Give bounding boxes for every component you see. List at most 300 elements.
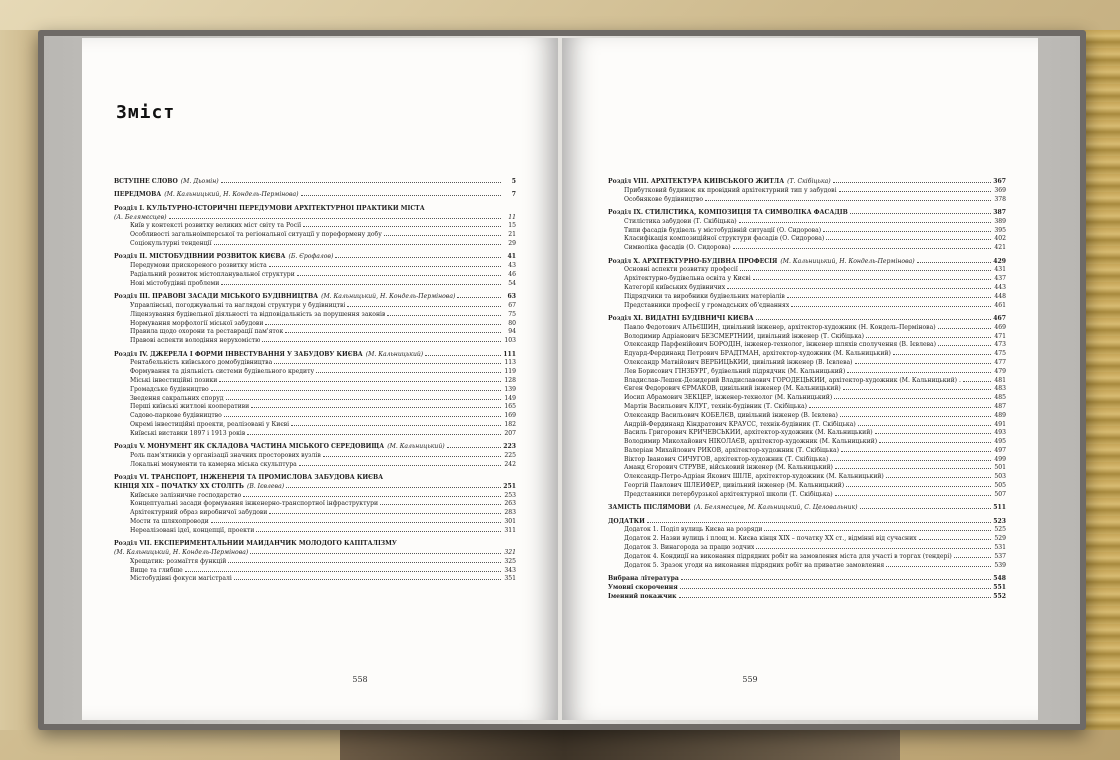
- toc-section: [114, 253, 516, 288]
- toc-entry: [608, 350, 1006, 359]
- toc-page-number: 111: [503, 350, 516, 358]
- toc-page-number: 301: [504, 518, 516, 526]
- dot-leader: [739, 222, 991, 223]
- toc-entry-title: Олександр-Петро-Адріан Якович ШІЛЕ, архітектор-художник (М. Кальницький): [624, 473, 884, 481]
- toc-page-number: 378: [994, 195, 1006, 203]
- toc-entry-title: Олександр Матвійович ВЕРБИЦЬКИЙ, цивільний інженер (В. Ієвлева): [624, 358, 853, 366]
- toc-entry-author: (М. Кальницький): [365, 350, 424, 358]
- dot-leader: [835, 495, 991, 496]
- toc-page-number: 523: [993, 517, 1006, 525]
- toc-entry-title: Прибутковий будинок як провідний архітектурний тип у забудові: [624, 186, 837, 194]
- toc-entry: [608, 359, 1006, 368]
- toc-entry-title: Архітектурний образ виробничої забудови: [130, 509, 268, 517]
- toc-entry-title: Додаток 2. Назви вулиць і площ м. Києва кінця XIX – початку XX ст., відмінні від сучасних: [624, 535, 917, 543]
- toc-page-number: 54: [508, 279, 516, 287]
- toc-entry-title: Володимир Миколайович НІКОЛАЄВ, архітектор-художник (М. Кальницький): [624, 438, 878, 446]
- toc-page-number: 501: [994, 464, 1006, 472]
- toc-entry-title: Локальні монументи та камерна міська скульптура: [130, 460, 297, 468]
- toc-entry: [114, 430, 516, 439]
- toc-page-number: 113: [504, 359, 516, 367]
- toc-entry: [608, 553, 1006, 562]
- toc-entry: [608, 341, 1006, 350]
- toc-page-number: 505: [994, 482, 1006, 490]
- toc-page-number: 507: [994, 490, 1006, 498]
- toc-page-number: 46: [508, 270, 516, 278]
- toc-entry: [114, 518, 516, 527]
- toc-page-number: 165: [504, 403, 516, 411]
- toc-entry-title: Правові аспекти володіння нерухомістю: [130, 337, 261, 345]
- toc-heading: [114, 483, 516, 492]
- dot-leader: [833, 182, 991, 183]
- toc-entry-title: Олександр Васильович КОБЕЛЄВ, цивільний інженер (В. Ієвлева): [624, 411, 838, 419]
- toc-entry-title: Аманд Єгорович СТРУВЕ, військовий інженер (М. Кальницький): [624, 464, 833, 472]
- page-number-right: 559: [742, 675, 758, 684]
- dot-leader: [938, 328, 991, 329]
- toc-entry: [608, 456, 1006, 465]
- dot-leader: [269, 513, 501, 514]
- toc-entry: [608, 473, 1006, 482]
- toc-page-number: 5: [511, 178, 516, 185]
- toc-entry-title: Василь Григорович КРИЧЕВСЬКИЙ, архітектор-художник (М. Кальницький): [624, 429, 873, 437]
- toc-entry-title: Розділ VI. ТРАНСПОРТ, ІНЖЕНЕРІЯ ТА ПРОМИСЛОВА ЗАБУДОВА КИЄВА: [114, 474, 384, 482]
- toc-section: [114, 443, 516, 469]
- dot-leader: [830, 460, 991, 461]
- toc-page-number: 128: [504, 376, 516, 384]
- toc-entry-author: (М. Дьомін): [180, 178, 219, 185]
- dot-leader: [211, 390, 501, 391]
- toc-entry-title: Громадське будівництво: [130, 385, 209, 393]
- toc-entry-title: Розділ VII. ЕКСПЕРИМЕНТАЛЬНИЙ МАЙДАНЧИК МОЛОДОГО КАПІТАЛІЗМУ: [114, 540, 397, 548]
- toc-entry-title: Лев Борисович ГІНЗБУРГ, будівельний підрядчик (М. Кальницький): [624, 367, 846, 375]
- toc-entry-title: Павло Федотович АЛЬЄШИН, цивільний інженер, архітектор-художник (Н. Кондель-Пермінова): [624, 323, 936, 331]
- toc-entry: [114, 509, 516, 518]
- toc-heading: [114, 205, 516, 214]
- toc-page-number: 263: [504, 500, 516, 508]
- toc-entry-title: Перші київські житлові кооперативи: [130, 403, 250, 411]
- toc-entry-title: Розділ III. ПРАВОВІ ЗАСАДИ МІСЬКОГО БУДІВНИЦТВА: [114, 293, 319, 301]
- toc-heading: [114, 253, 516, 262]
- toc-entry-title: Нові містобудівні проблеми: [130, 279, 220, 287]
- dot-leader: [727, 288, 991, 289]
- toc-page-number: 41: [507, 253, 516, 261]
- toc-page-number: 475: [994, 350, 1006, 358]
- toc-section: [114, 178, 516, 187]
- toc-section: [114, 205, 516, 249]
- toc-page-number: 491: [994, 420, 1006, 428]
- toc-page-number: 497: [994, 446, 1006, 454]
- toc-entry: [608, 394, 1006, 403]
- toc-entry: [608, 447, 1006, 456]
- dot-leader: [681, 579, 991, 580]
- toc-entry: [608, 482, 1006, 491]
- toc-entry-title: Едуард-Фердинанд Петрович БРАДТМАН, архітектор-художник (М. Кальницький): [624, 350, 891, 358]
- toc-entry-title: Мартін Васильович КЛУГ, технік-будівник (Т. Скібіцька): [624, 402, 808, 410]
- toc-entry: [114, 222, 516, 231]
- dot-leader: [938, 345, 991, 346]
- toc-entry-title: Окремі інвестиційні проекти, реалізовані у Києві: [130, 420, 290, 428]
- toc-entry-title: (М. Кальницький, Н. Кондель-Пермінова): [114, 549, 249, 557]
- toc-entry-title: Євген Федорович ЄРМАКОВ, цивільний інженер (М. Кальницький): [624, 385, 841, 393]
- toc-page-number: 225: [504, 451, 516, 459]
- toc-entry-title: ПЕРЕДМОВА: [114, 191, 162, 199]
- toc-entry: [114, 558, 516, 567]
- dot-leader: [917, 262, 991, 263]
- toc-section: [608, 315, 1006, 500]
- toc-heading: [114, 178, 516, 187]
- dot-leader: [843, 389, 991, 390]
- dot-leader: [875, 433, 991, 434]
- dot-leader: [834, 398, 991, 399]
- toc-page-number: 389: [994, 217, 1006, 225]
- dot-leader: [835, 468, 991, 469]
- toc-entry-title: Управлінські, погоджувальні та наглядові структури у будівництві: [130, 301, 346, 309]
- toc-entry-title: Міські інвестиційні позики: [130, 376, 218, 384]
- toc-entry: [114, 368, 516, 377]
- toc-section: [114, 351, 516, 439]
- toc-entry-title: Особливості загальноімперської та регіональної ситуації у пореформену добу: [130, 231, 382, 239]
- toc-entry-title: Архітектурно-будівельна освіта у Києві: [624, 275, 751, 283]
- toc-entry: [114, 328, 516, 337]
- toc-page-number: 94: [508, 328, 516, 336]
- toc-page-number: 43: [508, 262, 516, 270]
- toc-entry: [114, 452, 516, 461]
- toc-page-number: 493: [994, 429, 1006, 437]
- dot-leader: [705, 200, 991, 201]
- toc-page-number: 80: [508, 319, 516, 327]
- toc-page-number: 139: [504, 385, 516, 393]
- toc-entry-title: Соціокультурні тенденції: [130, 239, 212, 247]
- toc-page-number: 467: [993, 314, 1006, 322]
- toc-heading: [114, 474, 516, 483]
- toc-section: [608, 258, 1006, 311]
- toc-entry: [608, 302, 1006, 311]
- dot-leader: [256, 531, 501, 532]
- dot-leader: [756, 548, 991, 549]
- toc-entry: [114, 337, 516, 346]
- toc-page-number: 525: [994, 526, 1006, 534]
- toc-entry: [114, 492, 516, 501]
- toc-entry-author: (А. Белямєсцев, М. Кальницький, С. Целовальник): [693, 504, 858, 512]
- dot-leader: [447, 447, 501, 448]
- dot-leader: [384, 235, 501, 236]
- toc-entry: [114, 575, 516, 584]
- toc-section: [608, 575, 1006, 601]
- toc-entry-title: Розділ IV. ДЖЕРЕЛА І ФОРМИ ІНВЕСТУВАННЯ У ЗАБУДОВУ КИЄВА: [114, 350, 363, 358]
- toc-entry: [608, 235, 1006, 244]
- dot-leader: [919, 539, 991, 540]
- toc-section: [114, 191, 516, 200]
- toc-entry: [608, 368, 1006, 377]
- toc-page-number: 75: [508, 310, 516, 318]
- toc-page-number: 369: [994, 186, 1006, 194]
- toc-section: [608, 209, 1006, 253]
- toc-page-number: 511: [993, 504, 1006, 512]
- toc-entry: [114, 421, 516, 430]
- toc-heading: [114, 293, 516, 302]
- toc-page-number: 487: [994, 402, 1006, 410]
- toc-section: [114, 293, 516, 346]
- dot-leader: [323, 456, 501, 457]
- toc-section: [608, 504, 1006, 513]
- toc-entry-title: Владислав-Лешек-Дезидерий Владиславович ГОРОДЕЦЬКИЙ, архітектор-художник (М. Кальницький) .: [624, 376, 961, 384]
- dot-leader: [791, 306, 991, 307]
- dot-leader: [893, 354, 991, 355]
- toc-page-number: 11: [508, 213, 516, 221]
- toc-heading: [608, 258, 1006, 267]
- toc-entry: [608, 266, 1006, 275]
- toc-entry-title: Валеріан Михайлович РИКОВ, архітектор-художник (Т. Скібіцька): [624, 446, 840, 454]
- toc-entry-title: Андрій-Фердинанд Кіндратович КРАУСС, технік-будівник (Т. Скібіцька): [624, 420, 856, 428]
- dot-leader: [764, 530, 991, 531]
- toc-entry-title: Типи фасадів будівель у містобудівній ситуації (О. Сидорова): [624, 226, 822, 234]
- toc-entry: [608, 438, 1006, 447]
- toc-entry-title: Розділ II. МІСТОБУДІВНИЙ РОЗВИТОК КИЄВА: [114, 253, 286, 261]
- toc-heading: [608, 584, 1006, 593]
- toc-page-number: 103: [504, 337, 516, 345]
- toc-entry: [114, 262, 516, 271]
- toc-entry-title: Розділ X. АРХІТЕКТУРНО-БУДІВНА ПРОФЕСІЯ: [608, 257, 778, 265]
- toc-page-number: 485: [994, 394, 1006, 402]
- dot-leader: [250, 553, 501, 554]
- toc-heading: [608, 593, 1006, 602]
- toc-entry-title: Київські виставки 1897 і 1913 років: [130, 429, 246, 437]
- toc-page-number: 448: [994, 292, 1006, 300]
- toc-page-number: 29: [508, 239, 516, 247]
- toc-entry-title: Іменний покажчик: [608, 592, 677, 600]
- toc-entry: [114, 271, 516, 280]
- toc-entry-title: Розділ I. КУЛЬТУРНО-ІСТОРИЧНІ ПЕРЕДУМОВИ АРХІТЕКТУРНОЇ ПРАКТИКИ МІСТА: [114, 204, 425, 212]
- dot-leader: [285, 332, 501, 333]
- toc-entry-title: (А. Белямєсцев): [114, 213, 167, 221]
- dot-leader: [846, 486, 991, 487]
- toc-heading: [114, 214, 516, 223]
- toc-section: [114, 540, 516, 584]
- toc-entry: [608, 244, 1006, 253]
- toc-list-right: [608, 178, 1006, 606]
- toc-entry-author: (Б. Єрофалов): [288, 253, 334, 261]
- toc-heading: [114, 191, 516, 200]
- toc-page-number: 21: [508, 231, 516, 239]
- toc-entry: [608, 535, 1006, 544]
- toc-entry-title: Садово-паркове будівництво: [130, 412, 222, 420]
- toc-entry-title: Зведення сакральних споруд: [130, 394, 224, 402]
- dot-leader: [303, 226, 501, 227]
- dot-leader: [787, 297, 991, 298]
- toc-page-number: 437: [994, 275, 1006, 283]
- toc-entry-title: Формування та діяльність системи будівельного кредиту: [130, 368, 315, 376]
- dot-leader: [211, 522, 501, 523]
- toc-page-number: 351: [504, 575, 516, 583]
- toc-entry-title: Додаток 5. Зразок угоди на виконання підрядних робіт на приватне замовлення: [624, 561, 885, 569]
- toc-entry: [608, 293, 1006, 302]
- dot-leader: [963, 381, 991, 382]
- dot-leader: [826, 239, 991, 240]
- toc-page-number: 429: [993, 257, 1006, 265]
- dot-leader: [647, 522, 991, 523]
- toc-entry: [114, 500, 516, 509]
- dot-leader: [262, 341, 501, 342]
- toc-entry-author: (М. Кальницький, Н. Кондель-Пермінова): [780, 257, 915, 265]
- toc-page-number: 481: [994, 376, 1006, 384]
- toc-entry: [608, 429, 1006, 438]
- toc-entry-author: (В. Ієвлева): [246, 482, 285, 490]
- toc-entry: [608, 491, 1006, 500]
- toc-entry-title: Нормування морфології міської забудови: [130, 319, 264, 327]
- dot-leader: [291, 425, 501, 426]
- toc-entry-title: Категорії київських будівничих: [624, 283, 726, 291]
- toc-entry: [114, 567, 516, 576]
- dot-leader: [185, 571, 501, 572]
- toc-page-number: 431: [994, 266, 1006, 274]
- toc-section: [608, 518, 1006, 571]
- toc-heading: [608, 209, 1006, 218]
- dot-leader: [809, 407, 991, 408]
- toc-entry: [608, 464, 1006, 473]
- dot-leader: [858, 425, 991, 426]
- dot-leader: [954, 557, 991, 558]
- toc-page-number: 539: [994, 561, 1006, 569]
- toc-page-number: 367: [993, 178, 1006, 185]
- toc-entry-title: Віктор Іванович СИЧУГОВ, архітектор-художник (Т. Скібіцька): [624, 455, 829, 463]
- toc-entry: [114, 412, 516, 421]
- toc-page-number: 253: [504, 491, 516, 499]
- dot-leader: [221, 284, 501, 285]
- toc-heading: [608, 518, 1006, 527]
- dot-leader: [269, 266, 501, 267]
- toc-entry-title: Стилістика забудови (Т. Скібіцька): [624, 217, 737, 225]
- dot-leader: [301, 195, 501, 196]
- toc-page-number: 503: [994, 473, 1006, 481]
- toc-entry: [608, 275, 1006, 284]
- toc-entry-title: Радіальний розвиток містопланувальної структури: [130, 270, 295, 278]
- toc-page-number: 479: [994, 367, 1006, 375]
- toc-entry-author: (М. Кальницький, Н. Кондель-Пермінова): [321, 293, 456, 301]
- toc-heading: [608, 178, 1006, 187]
- dot-leader: [850, 213, 991, 214]
- toc-heading: [608, 315, 1006, 324]
- toc-page-number: 537: [994, 552, 1006, 560]
- toc-heading: [608, 575, 1006, 584]
- toc-entry: [608, 403, 1006, 412]
- toc-page-number: 443: [994, 283, 1006, 291]
- toc-heading: [608, 504, 1006, 513]
- toc-entry-title: Розділ V. МОНУМЕНТ ЯК СКЛАДОВА ЧАСТИНА МІСЬКОГО СЕРЕДОВИЩА: [114, 443, 385, 451]
- dot-leader: [226, 399, 501, 400]
- toc-page-number: 325: [504, 557, 516, 565]
- dot-leader: [169, 218, 501, 219]
- toc-entry-title: КІНЦЯ XIX – ПОЧАТКУ XX СТОЛІТЬ: [114, 482, 244, 490]
- toc-page-number: 529: [994, 535, 1006, 543]
- toc-entry-title: Рентабельність київського домобудівництва: [130, 359, 273, 367]
- toc-entry: [114, 403, 516, 412]
- toc-page-number: 499: [994, 455, 1006, 463]
- toc-page-number: 483: [994, 385, 1006, 393]
- toc-entry: [608, 333, 1006, 342]
- dot-leader: [274, 363, 501, 364]
- dot-leader: [753, 279, 991, 280]
- toc-entry-title: Нереалізовані ідеї, концепції, проекти: [130, 526, 255, 534]
- dot-leader: [335, 257, 501, 258]
- dot-leader: [234, 579, 501, 580]
- dot-leader: [886, 477, 991, 478]
- toc-page-number: 531: [994, 544, 1006, 552]
- toc-entry-title: Додаток 3. Винагорода за працю зодчих: [624, 544, 755, 552]
- toc-entry: [608, 421, 1006, 430]
- toc-entry: [114, 240, 516, 249]
- toc-entry: [114, 311, 516, 320]
- toc-page-number: 169: [504, 412, 516, 420]
- dot-leader: [839, 191, 991, 192]
- toc-page-number: 119: [504, 368, 516, 376]
- dot-leader: [847, 372, 991, 373]
- toc-entry-title: Класифікація композиційної структури фасадів (О. Сидорова): [624, 235, 825, 243]
- dot-leader: [247, 434, 501, 435]
- toc-heading: [114, 540, 516, 549]
- toc-page-number: 242: [504, 460, 516, 468]
- dot-leader: [733, 248, 991, 249]
- dot-leader: [860, 508, 991, 509]
- toc-entry: [608, 526, 1006, 535]
- toc-entry-author: (М. Кальницький): [387, 443, 445, 451]
- dot-leader: [251, 407, 501, 408]
- dot-leader: [841, 451, 991, 452]
- toc-page-number: 395: [994, 226, 1006, 234]
- dot-leader: [866, 337, 991, 338]
- toc-page-number: 477: [994, 358, 1006, 366]
- toc-entry-title: Георгій Павлович ШЛЕЙФЕР, цивільний інженер (М. Кальницький): [624, 482, 845, 490]
- toc-entry-title: Представники професії у громадських об'єднаннях: [624, 301, 790, 309]
- toc-entry-title: Додаток 1. Поділ вулиць Києва на розряди: [624, 526, 763, 534]
- toc-entry-title: Київське залізничне господарство: [130, 491, 242, 499]
- toc-entry: [114, 359, 516, 368]
- toc-entry: [114, 320, 516, 329]
- toc-entry-title: Вибрана література: [608, 575, 679, 583]
- dot-leader: [679, 597, 991, 598]
- toc-entry: [608, 284, 1006, 293]
- toc-entry-title: Містобудівні фокуси магістралі: [130, 575, 232, 583]
- toc-entry-title: ВСТУПНЕ СЛОВО: [114, 178, 178, 185]
- toc-page-number: 402: [994, 235, 1006, 243]
- toc-page-number: 489: [994, 411, 1006, 419]
- dot-leader: [740, 270, 991, 271]
- dot-leader: [756, 319, 991, 320]
- toc-entry-title: Вище та глибше: [130, 566, 183, 574]
- dot-leader: [425, 355, 501, 356]
- toc-section: [114, 474, 516, 536]
- toc-entry-title: Символіка фасадів (О. Сидорова): [624, 244, 731, 252]
- toc-entry: [608, 377, 1006, 386]
- toc-entry: [608, 544, 1006, 553]
- dot-leader: [347, 306, 501, 307]
- toc-entry-title: Мости та шляхопроводи: [130, 518, 209, 526]
- toc-entry-title: Правила щодо охорони та реставрації пам'яток: [130, 328, 284, 336]
- toc-entry-title: Особнякове будівництво: [624, 195, 704, 203]
- toc-entry: [114, 280, 516, 289]
- background-map-left: [0, 30, 42, 730]
- dot-leader: [457, 297, 501, 298]
- dot-leader: [840, 416, 991, 417]
- toc-page-number: 471: [994, 332, 1006, 340]
- dot-leader: [680, 588, 991, 589]
- toc-entry-title: Олександр Парфенійович БОРОДІН, інженер-технолог, інженер шляхів сполучення (В. Ієвлева): [624, 341, 937, 349]
- dot-leader: [221, 182, 501, 183]
- toc-page-number: 343: [504, 566, 516, 574]
- dot-leader: [297, 275, 501, 276]
- toc-entry-title: Розділ XI. ВИДАТНІ БУДІВНИЧІ КИЄВА: [608, 314, 754, 322]
- toc-entry-author: (М. Кальницький, Н. Кондель-Пермінова): [164, 191, 299, 199]
- toc-heading: [114, 549, 516, 558]
- dot-leader: [224, 416, 501, 417]
